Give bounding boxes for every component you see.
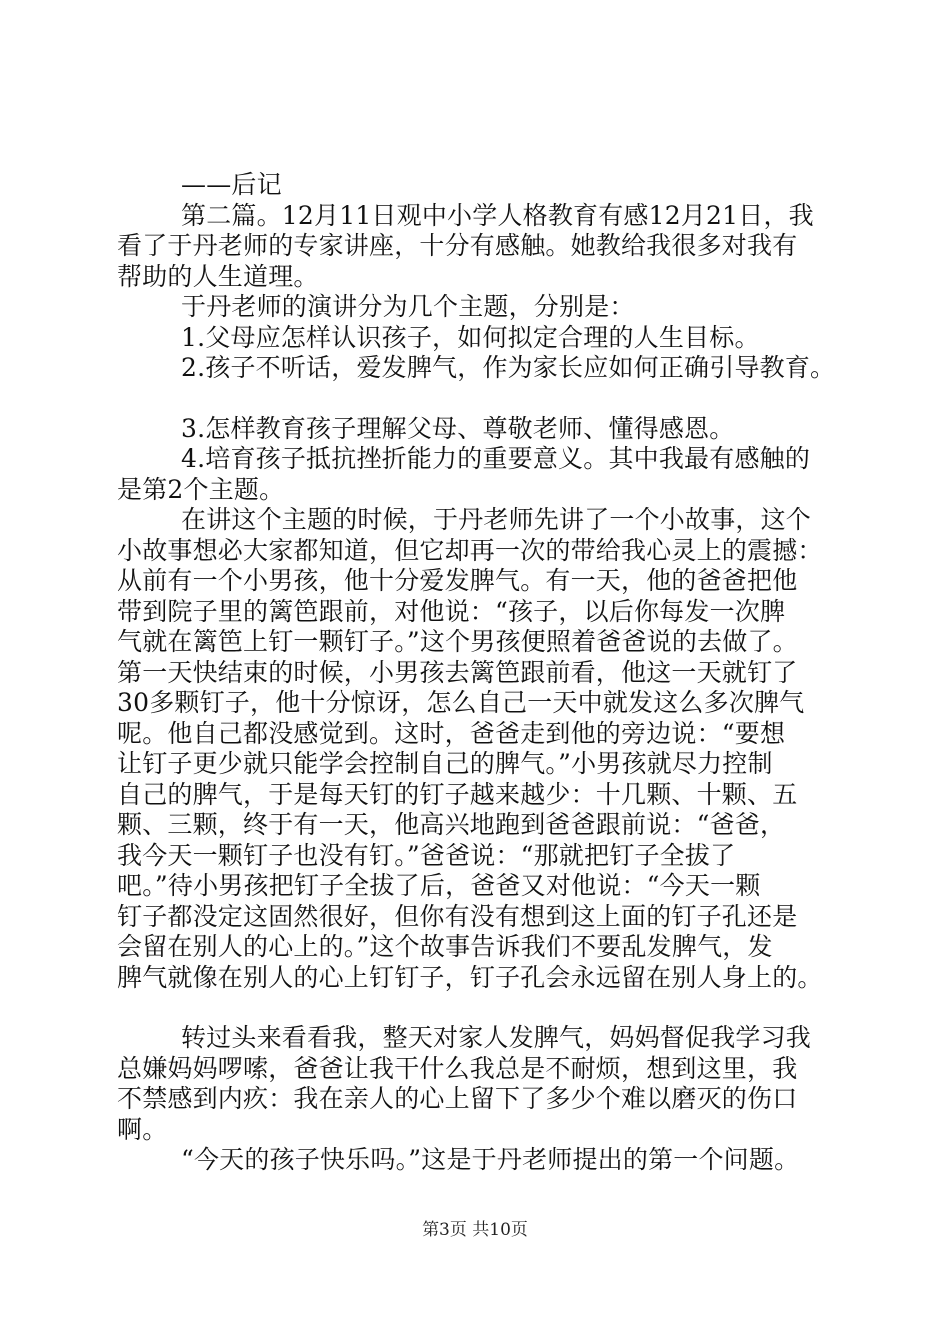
paragraph-line: 转过头来看看我，整天对家人发脾气，妈妈督促我学习我 — [181, 1023, 812, 1052]
paragraph-line: 第一天快结束的时候，小男孩去篱笆跟前看，他这一天就钉了 — [117, 657, 798, 687]
paragraph-line: 带到院子里的篱笆跟前，对他说：“孩子，以后你每发一次脾 — [117, 596, 786, 626]
paragraph-gap — [117, 384, 847, 414]
paragraph-line: 帮助的人生道理。 — [117, 261, 319, 291]
paragraph-line: 脾气就像在别人的心上钉钉子，钉子孔会永远留在别人身上的。 — [117, 962, 823, 992]
paragraph-line: 颗、三颗，终于有一天，他高兴地跑到爸爸跟前说：“爸爸， — [117, 810, 786, 839]
paragraph-line: 从前有一个小男孩，他十分爱发脾气。有一天，他的爸爸把他 — [117, 566, 798, 595]
paragraph-line: 看了于丹老师的专家讲座，十分有感触。她教给我很多对我有 — [117, 231, 798, 260]
paragraph-line: 我今天一颗钉子也没有钉。”爸爸说：“那就把钉子全拔了 — [117, 840, 736, 870]
paragraph-line: 2.孩子不听话，爱发脾气，作为家长应如何正确引导教育。 — [181, 353, 836, 382]
paragraph-gap — [117, 993, 847, 1023]
paragraph-line: 30多颗钉子，他十分惊讶，怎么自己一天中就发这么多次脾气 — [117, 688, 805, 717]
paragraph-line: 啊。 — [117, 1114, 168, 1144]
paragraph-line: 自己的脾气，于是每天钉的钉子越来越少：十几颗、十颗、五 — [117, 779, 798, 809]
paragraph-line: ——后记 — [181, 170, 282, 199]
page-body — [117, 170, 847, 1176]
paragraph-line: 总嫌妈妈啰嗦，爸爸让我干什么我总是不耐烦，想到这里，我 — [117, 1053, 798, 1083]
paragraph-line: 不禁感到内疚：我在亲人的心上留下了多少个难以磨灭的伤口 — [117, 1084, 798, 1113]
paragraph-line: 于丹老师的演讲分为几个主题，分别是： — [181, 292, 635, 321]
paragraph-line: 钉子都没定这固然很好，但你有没有想到这上面的钉子孔还是 — [117, 901, 798, 931]
paragraph-line: 呢。他自己都没感觉到。这时，爸爸走到他的旁边说：“要想 — [117, 718, 786, 748]
paragraph-line: 会留在别人的心上的。”这个故事告诉我们不要乱发脾气，发 — [117, 932, 773, 961]
paragraph-line: “今天的孩子快乐吗。”这是于丹老师提出的第一个问题。 — [181, 1145, 800, 1174]
paragraph-line: 在讲这个主题的时候，于丹老师先讲了一个小故事，这个 — [181, 505, 812, 534]
paragraph-line: 小故事想必大家都知道，但它却再一次的带给我心灵上的震撼： — [117, 535, 823, 565]
paragraph-line: 1.父母应怎样认识孩子，如何拟定合理的人生目标。 — [181, 322, 760, 352]
paragraph-line: 是第2个主题。 — [117, 474, 285, 504]
paragraph-line: 3.怎样教育孩子理解父母、尊敬老师、懂得感恩。 — [181, 413, 735, 443]
paragraph-line: 让钉子更少就只能学会控制自己的脾气。”小男孩就尽力控制 — [117, 749, 773, 778]
paragraph-line: 吧。”待小男孩把钉子全拔了后，爸爸又对他说：“今天一颗 — [117, 871, 761, 900]
paragraph-line: 4.培育孩子抵抗挫折能力的重要意义。其中我最有感触的 — [181, 444, 811, 473]
paragraph-line: 第二篇。12月11日观中小学人格教育有感12月21日，我 — [181, 200, 814, 230]
page-footer: 第3页 共10页 — [422, 1220, 528, 1240]
paragraph-line: 气就在篱笆上钉一颗钉子。”这个男孩便照着爸爸说的去做了。 — [117, 627, 798, 656]
